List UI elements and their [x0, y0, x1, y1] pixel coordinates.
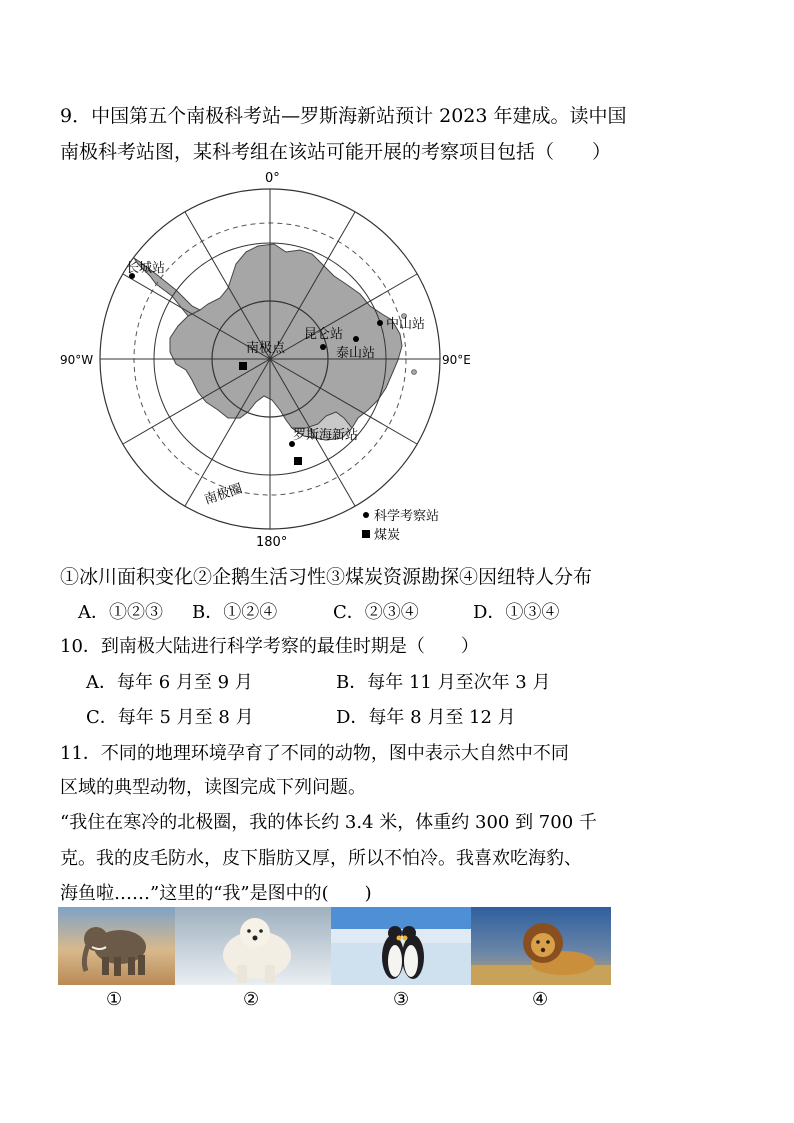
- q10-option-a[interactable]: A．每年 6 月至 9 月: [86, 672, 253, 693]
- station-zhongshan-label: 中山站: [386, 317, 426, 332]
- q9-option-a[interactable]: A．①②③: [78, 602, 163, 623]
- photo-label-4: ④: [532, 989, 549, 1010]
- legend-coal-label: 煤炭: [374, 528, 401, 543]
- q10-option-c[interactable]: C．每年 5 月至 8 月: [86, 707, 254, 728]
- q9-option-b[interactable]: B．①②④: [192, 602, 278, 623]
- coal-marker-ross: [294, 457, 302, 465]
- station-changcheng-label: 长城站: [126, 261, 166, 276]
- coal-marker: [239, 362, 247, 370]
- q11-stem-line1: 11．不同的地理环境孕育了不同的动物，图中表示大自然中不同: [60, 743, 569, 764]
- q11-stem-line3: “我住在寒冷的北极圈，我的体长约 3.4 米，体重约 300 到 700 千: [60, 812, 597, 833]
- lion-face: [531, 933, 555, 957]
- q9-option-d[interactable]: D．①③④: [473, 602, 560, 623]
- photo-penguins[interactable]: [331, 907, 471, 985]
- antarctica-map: [60, 166, 480, 551]
- south-pole-label: 南极点: [246, 341, 286, 356]
- station-taishan-dot: [353, 336, 359, 342]
- q10-option-d[interactable]: D．每年 8 月至 12 月: [336, 707, 516, 728]
- photo-polar-bear[interactable]: [175, 907, 331, 985]
- label-90e: 90°E: [442, 353, 471, 367]
- station-kunlun-label: 昆仑站: [304, 327, 344, 342]
- station-rossseanew-label: 罗斯海新站: [293, 428, 359, 443]
- photo-label-1: ①: [106, 989, 123, 1010]
- antarctica-landmass: [170, 244, 402, 440]
- q11-stem-line4: 克。我的皮毛防水，皮下脂肪又厚，所以不怕冷。我喜欢吃海豹、: [60, 848, 582, 869]
- photo-lion[interactable]: [471, 907, 611, 985]
- photo-label-3: ③: [393, 989, 410, 1010]
- station-kunlun-dot: [320, 344, 326, 350]
- q11-stem-line2: 区域的典型动物，读图完成下列问题。: [60, 777, 366, 798]
- station-zhongshan-dot: [377, 320, 383, 326]
- station-taishan-label: 泰山站: [336, 346, 376, 361]
- q10-stem: 10．到南极大陆进行科学考察的最佳时期是（ ）: [60, 636, 479, 657]
- legend-station-dot: [363, 512, 369, 518]
- label-90w: 90°W: [60, 353, 94, 367]
- label-180-degrees: 180°: [256, 535, 288, 550]
- photo-label-2: ②: [243, 989, 260, 1010]
- label-0-degrees: 0°: [265, 171, 280, 186]
- q9-option-c[interactable]: C．②③④: [333, 602, 419, 623]
- q9-stem-line1: 9．中国第五个南极科考站—罗斯海新站预计 2023 年建成。读中国: [60, 105, 627, 127]
- legend-station-label: 科学考察站: [374, 509, 440, 524]
- q9-items: ①冰川面积变化②企鹅生活习性③煤炭资源勘探④因纽特人分布: [60, 566, 593, 588]
- antarctic-circle-label: 南极圈: [202, 481, 245, 508]
- q11-stem-line5: 海鱼啦……”这里的“我”是图中的( ): [60, 883, 372, 904]
- polar-bear-head: [240, 918, 270, 948]
- legend-coal-square: [362, 530, 370, 538]
- q9-stem-line2: 南极科考站图，某科考组在该站可能开展的考察项目包括（ ）: [60, 141, 612, 163]
- photo-elephant[interactable]: [58, 907, 175, 985]
- q10-option-b[interactable]: B．每年 11 月至次年 3 月: [336, 672, 551, 693]
